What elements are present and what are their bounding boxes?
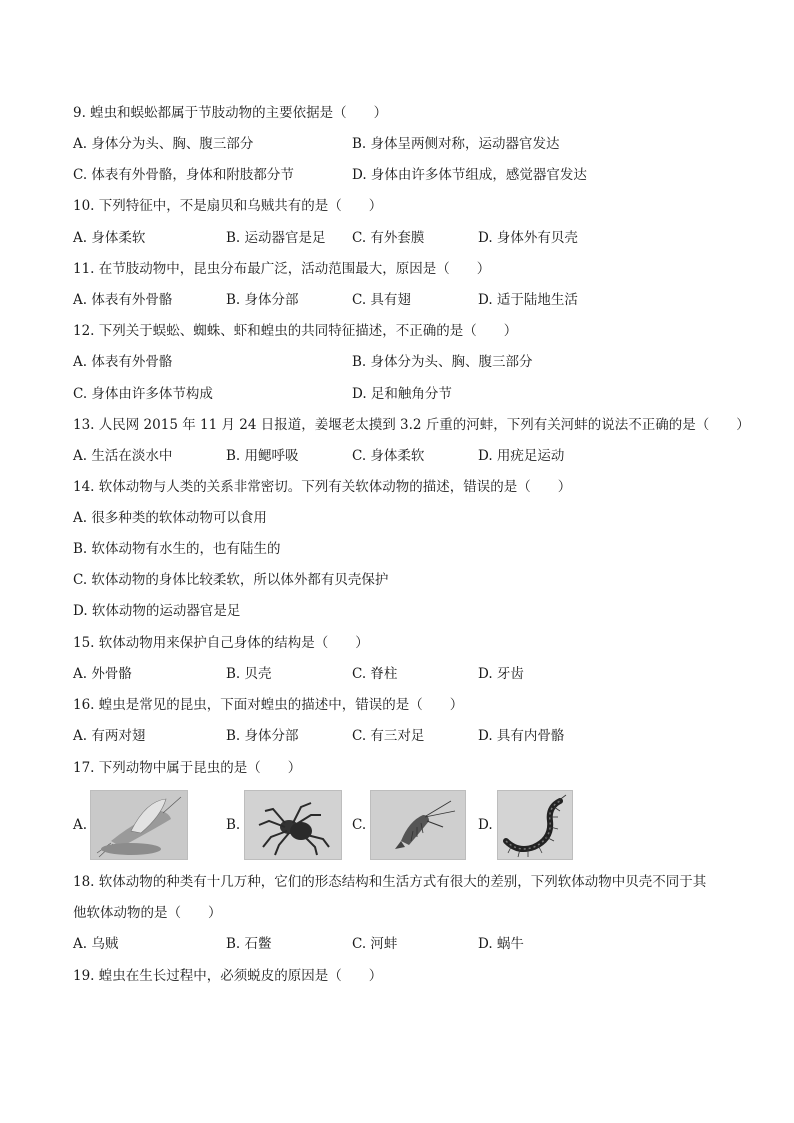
question-15-option-c[interactable]: C. 脊柱 — [352, 666, 398, 682]
centipede-image[interactable] — [497, 790, 573, 860]
question-9-option-b[interactable]: B. 身体呈两侧对称，运动器官发达 — [352, 136, 560, 152]
question-14-stem: 14. 软体动物与人类的关系非常密切。下列有关软体动物的描述，错误的是（ ） — [73, 479, 572, 495]
question-12-option-c[interactable]: C. 身体由许多体节构成 — [73, 386, 213, 402]
question-10-option-b[interactable]: B. 运动器官是足 — [226, 230, 326, 246]
question-17-option-c[interactable]: C. — [352, 817, 367, 833]
mayfly-image[interactable] — [90, 790, 188, 860]
question-9-stem: 9. 蝗虫和蜈蚣都属于节肢动物的主要依据是（ ） — [73, 105, 388, 121]
question-14-option-a[interactable]: A. 很多种类的软体动物可以食用 — [73, 510, 267, 526]
question-18-option-a[interactable]: A. 乌贼 — [73, 936, 119, 952]
question-18-stem: 18. 软体动物的种类有十几万种，它们的形态结构和生活方式有很大的差别，下列软体动物中贝壳不同于其 — [73, 874, 707, 890]
question-18-stem-continued: 他软体动物的是（ ） — [73, 905, 222, 921]
question-12-option-a[interactable]: A. 体表有外骨骼 — [73, 354, 173, 370]
question-9-option-c[interactable]: C. 体表有外骨骼，身体和附肢都分节 — [73, 167, 294, 183]
question-16-option-b[interactable]: B. 身体分部 — [226, 728, 299, 744]
question-16-option-d[interactable]: D. 具有内骨骼 — [478, 728, 565, 744]
question-12-option-d[interactable]: D. 足和触角分节 — [352, 386, 452, 402]
question-15-option-b[interactable]: B. 贝壳 — [226, 666, 272, 682]
question-10-stem: 10. 下列特征中，不是扇贝和乌贼共有的是（ ） — [73, 198, 383, 214]
question-11-stem: 11. 在节肢动物中，昆虫分布最广泛，活动范围最大，原因是（ ） — [73, 261, 491, 277]
question-13-option-d[interactable]: D. 用疣足运动 — [478, 448, 565, 464]
question-11-option-a[interactable]: A. 体表有外骨骼 — [73, 292, 173, 308]
question-17-option-b[interactable]: B. — [226, 817, 241, 833]
question-10-option-a[interactable]: A. 身体柔软 — [73, 230, 146, 246]
question-12-stem: 12. 下列关于蜈蚣、蜘蛛、虾和蝗虫的共同特征描述，不正确的是（ ） — [73, 323, 518, 339]
question-11-option-c[interactable]: C. 具有翅 — [352, 292, 411, 308]
question-10-option-d[interactable]: D. 身体外有贝壳 — [478, 230, 578, 246]
spider-image[interactable] — [244, 790, 342, 860]
question-17-stem: 17. 下列动物中属于昆虫的是（ ） — [73, 760, 302, 776]
question-15-option-a[interactable]: A. 外骨骼 — [73, 666, 132, 682]
question-13-stem: 13. 人民网 2015 年 11 月 24 日报道，姜堰老太摸到 3.2 斤重的河蚌，下列有关河蚌的说法不正确的是（ ） — [73, 417, 750, 433]
question-18-option-b[interactable]: B. 石鳖 — [226, 936, 272, 952]
question-14-option-d[interactable]: D. 软体动物的运动器官是足 — [73, 603, 241, 619]
question-9-option-d[interactable]: D. 身体由许多体节组成，感觉器官发达 — [352, 167, 587, 183]
question-9-option-a[interactable]: A. 身体分为头、胸、腹三部分 — [73, 136, 254, 152]
question-16-stem: 16. 蝗虫是常见的昆虫，下面对蝗虫的描述中，错误的是（ ） — [73, 697, 464, 713]
question-18-option-c[interactable]: C. 河蚌 — [352, 936, 398, 952]
question-17-option-d[interactable]: D. — [478, 817, 493, 833]
question-18-option-d[interactable]: D. 蜗牛 — [478, 936, 524, 952]
question-11-option-d[interactable]: D. 适于陆地生活 — [478, 292, 578, 308]
question-13-option-c[interactable]: C. 身体柔软 — [352, 448, 425, 464]
question-14-option-c[interactable]: C. 软体动物的身体比较柔软，所以体外都有贝壳保护 — [73, 572, 389, 588]
question-16-option-a[interactable]: A. 有两对翅 — [73, 728, 146, 744]
question-13-option-a[interactable]: A. 生活在淡水中 — [73, 448, 173, 464]
question-16-option-c[interactable]: C. 有三对足 — [352, 728, 425, 744]
question-17-option-a[interactable]: A. — [73, 817, 88, 833]
question-19-stem: 19. 蝗虫在生长过程中，必须蜕皮的原因是（ ） — [73, 968, 383, 984]
question-13-option-b[interactable]: B. 用鳃呼吸 — [226, 448, 299, 464]
question-10-option-c[interactable]: C. 有外套膜 — [352, 230, 425, 246]
question-15-option-d[interactable]: D. 牙齿 — [478, 666, 524, 682]
question-14-option-b[interactable]: B. 软体动物有水生的，也有陆生的 — [73, 541, 281, 557]
shrimp-image[interactable] — [370, 790, 466, 860]
question-15-stem: 15. 软体动物用来保护自己身体的结构是（ ） — [73, 635, 369, 651]
question-11-option-b[interactable]: B. 身体分部 — [226, 292, 299, 308]
question-12-option-b[interactable]: B. 身体分为头、胸、腹三部分 — [352, 354, 533, 370]
